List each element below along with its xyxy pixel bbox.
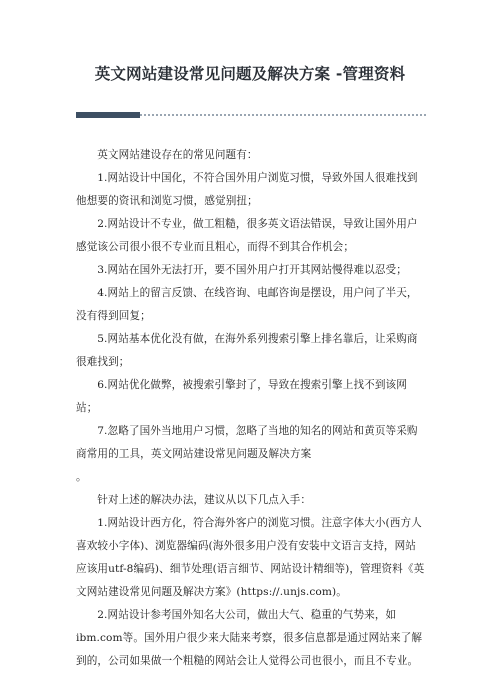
document-body bbox=[76, 144, 426, 673]
paragraph-problem-2: 2.网站设计不专业，做工粗糙，很多英文语法错误，导致让国外用户感觉该公司很小很不专业而且粗心，而得不到其合作机会； bbox=[76, 218, 418, 253]
paragraph-problem-1: 1.网站设计中国化，不符合国外用户浏览习惯，导致外国人很难找到他想要的资讯和浏览习惯，感觉别扭； bbox=[76, 172, 418, 207]
paragraph-problem-3: 3.网站在国外无法打开，要不国外用户打开其网站慢得难以忍受； bbox=[97, 264, 407, 276]
paragraph-problem-7: 7.忽略了国外当地用户习惯，忽略了当地的知名的网站和黄页等采购商常用的工具，英文网站建设常见问题及解决方案 bbox=[76, 425, 418, 460]
title-divider bbox=[76, 112, 426, 118]
paragraph-problem-5: 5.网站基本优化没有做，在海外系列搜索引擎上排名靠后，让采购商很难找到； bbox=[76, 333, 418, 368]
paragraph-problem-4: 4.网站上的留言反馈、在线咨询、电邮咨询是摆设，用户问了半天，没有得到回复； bbox=[76, 287, 418, 322]
paragraph-solution-2: 2.网站设计参考国外知名大公司，做出大气、稳重的气势来，如 ibm.com等。国外用户很少来大陆来考察，很多信息都是通过网站来了解到的，公司如果做一个粗糙的网站会让人觉得公司也很小，而且不专业。 bbox=[76, 609, 423, 667]
divider-dotted-line bbox=[140, 114, 426, 116]
document-title: 英文网站建设常见问题及解决方案 -管理资料 bbox=[94, 65, 406, 83]
divider-accent-bar bbox=[76, 112, 140, 118]
paragraph-solution-1: 1.网站设计西方化，符合海外客户的浏览习惯。注意字体大小(西方人喜欢较小字体)、浏览器编码(海外很多用户没有安装中文语言支持，网站应该用utf-8编码)、细节处理(语言细节、网站设计精细等)，管理资料《英文网站建设常见问题及解决方案》(https://.unjs.com)。 bbox=[76, 517, 425, 598]
paragraph-solution-intro: 针对上述的解决办法，建议从以下几点入手： bbox=[97, 494, 312, 506]
paragraph-period: 。 bbox=[76, 471, 87, 483]
paragraph-intro: 英文网站建设存在的常见问题有： bbox=[97, 149, 258, 161]
paragraph-problem-6: 6.网站优化做弊，被搜索引擎封了，导致在搜索引擎上找不到该网站； bbox=[76, 379, 407, 414]
